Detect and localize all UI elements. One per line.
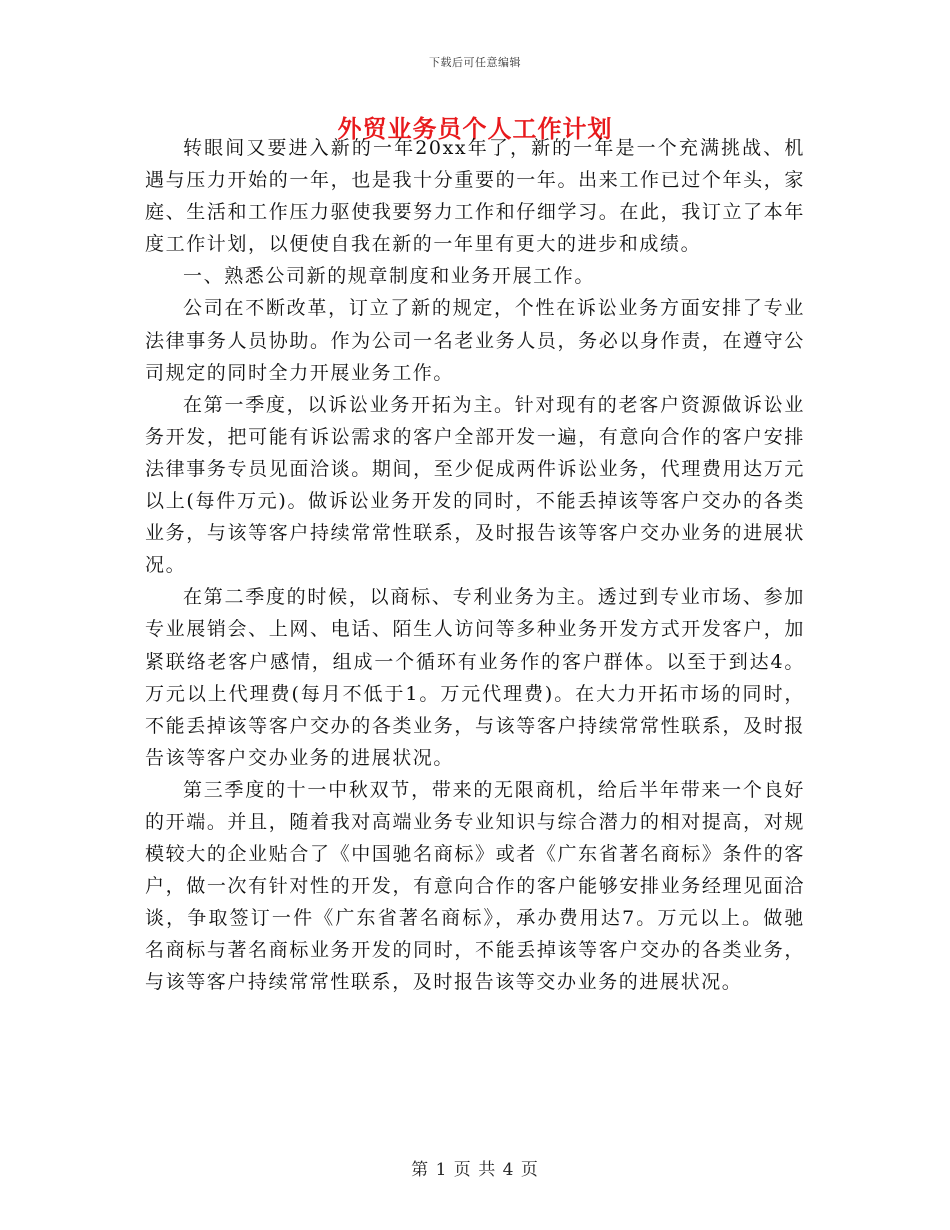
paragraph-first-quarter: 在第一季度，以诉讼业务开拓为主。针对现有的老客户资源做诉讼业务开发，把可能有诉讼需求的客户全部开发一遍，有意向合作的客户安排法律事务专员见面洽谈。期间，至少促成两件诉讼业务，代理费用达万元以上(每件万元)。做诉讼业务开发的同时，不能丢掉该等客户交办的各类业务，与该等客户持续常常性联系，及时报告该等客户交办业务的进展状况。 xyxy=(145,393,805,577)
document-title: 外贸业务员个人工作计划 xyxy=(337,114,613,143)
paragraph-third-quarter: 第三季度的十一中秋双节，带来的无限商机，给后半年带来一个良好的开端。并且，随着我对高端业务专业知识与综合潜力的相对提高，对规模较大的企业贴合了《中国驰名商标》或者《广东省著名商标》条件的客户，做一次有针对性的开发，有意向合作的客户能够安排业务经理见面洽谈，争取签订一件《广东省著名商标》，承办费用达7。万元以上。做驰名商标与著名商标业务开发的同时，不能丢掉该等客户交办的各类业务，与该等客户持续常常性联系，及时报告该等交办业务的进展状况。 xyxy=(145,778,805,994)
paragraph-intro: 转眼间又要进入新的一年20xx年了，新的一年是一个充满挑战、机遇与压力开始的一年，也是我十分重要的一年。出来工作已过个年头，家庭、生活和工作压力驱使我要努力工作和仔细学习。在此，我订立了本年度工作计划，以便使自我在新的一年里有更大的进步和成绩。 xyxy=(145,137,805,256)
paragraph-second-quarter: 在第二季度的时候，以商标、专利业务为主。透过到专业市场、参加专业展销会、上网、电话、陌生人访问等多种业务开发方式开发客户，加紧联络老客户感情，组成一个循环有业务作的客户群体。以至于到达4。万元以上代理费(每月不低于1。万元代理费)。在大力开拓市场的同时，不能丢掉该等客户交办的各类业务，与该等客户持续常常性联系，及时报告该等客户交办业务的进展状况。 xyxy=(145,586,805,769)
page-number: 第 1 页 共 4 页 xyxy=(411,1160,539,1180)
paragraph-company-rules: 公司在不断改革，订立了新的规定，个性在诉讼业务方面安排了专业法律事务人员协助。作为公司一名老业务人员，务必以身作责，在遵守公司规定的同时全力开展业务工作。 xyxy=(145,297,805,384)
document-body xyxy=(145,132,805,999)
section-heading-1: 一、熟悉公司新的规章制度和业务开展工作。 xyxy=(183,265,596,288)
header-note: 下载后可任意编辑 xyxy=(429,56,521,69)
